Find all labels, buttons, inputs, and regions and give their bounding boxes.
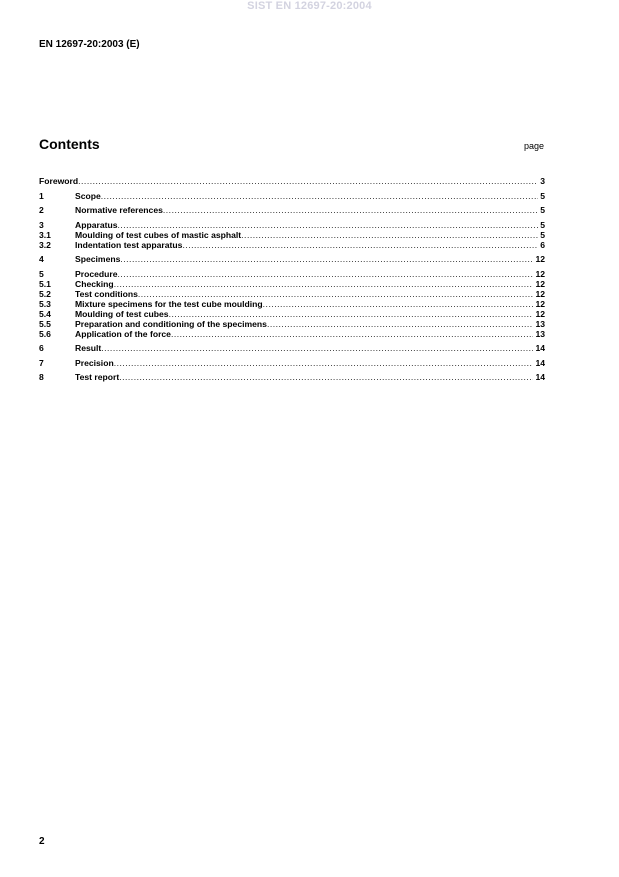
toc-dot-leader: [171, 329, 533, 339]
toc-entry-precision[interactable]: [39, 358, 545, 368]
toc-entry-procedure[interactable]: [39, 269, 545, 279]
toc-entry-page: 12: [535, 298, 545, 309]
toc-dot-leader: [101, 191, 538, 201]
toc-entry-page: 12: [535, 308, 545, 319]
toc-entry-specimens[interactable]: [39, 254, 545, 264]
toc-entry-test-report[interactable]: [39, 372, 545, 382]
toc-entry-title: Checking: [75, 278, 114, 289]
toc-entry-title: Foreword: [39, 176, 79, 186]
toc-entry-number: 5.4: [39, 308, 51, 319]
toc-entry-number: 5.1: [39, 278, 51, 289]
document-id: EN 12697-20:2003 (E): [39, 39, 140, 50]
toc-dot-leader: [78, 176, 538, 186]
table-of-contents: [39, 176, 545, 382]
toc-entry-test-conditions[interactable]: [39, 289, 545, 299]
toc-entry-title: Moulding of test cubes: [75, 308, 169, 319]
page-number: 2: [39, 836, 45, 847]
toc-entry-page: 5: [540, 229, 545, 240]
toc-entry-title: Application of the force: [75, 328, 171, 339]
toc-entry-page: 12: [535, 278, 545, 289]
toc-entry-number: 4: [39, 254, 44, 264]
toc-entry-page: 12: [535, 268, 545, 279]
toc-entry-title: Test report: [75, 372, 120, 382]
contents-title: Contents: [39, 136, 100, 152]
toc-dot-leader: [263, 299, 534, 309]
toc-entry-number: 3.1: [39, 229, 51, 240]
toc-entry-number: 2: [39, 205, 44, 215]
toc-entry-title: Specimens: [75, 254, 121, 264]
toc-entry-title: Result: [75, 343, 102, 353]
toc-entry-title: Scope: [75, 190, 101, 201]
toc-entry-page: 5: [540, 190, 545, 201]
toc-entry-title: Preparation and conditioning of the specimens: [75, 318, 267, 329]
toc-entry-number: 3: [39, 219, 44, 230]
toc-entry-title: Moulding of test cubes of mastic asphalt: [75, 229, 242, 240]
toc-entry-number: 5.6: [39, 328, 51, 339]
toc-entry-title: Indentation test apparatus: [75, 239, 183, 250]
toc-dot-leader: [169, 309, 534, 319]
toc-entry-moulding-test-cubes[interactable]: [39, 309, 545, 319]
toc-entry-number: 8: [39, 372, 44, 382]
toc-entry-page: 5: [540, 205, 545, 215]
toc-entry-indentation-test-apparatus[interactable]: [39, 240, 545, 250]
toc-entry-foreword[interactable]: [39, 176, 545, 186]
page-column-label: page: [523, 141, 544, 151]
toc-entry-page: 12: [535, 254, 545, 264]
toc-entry-scope[interactable]: [39, 191, 545, 201]
toc-entry-number: 7: [39, 357, 44, 368]
toc-entry-number: 1: [39, 190, 44, 201]
toc-dot-leader: [118, 269, 534, 279]
toc-entry-number: 5.3: [39, 298, 51, 309]
toc-entry-number: 6: [39, 343, 44, 353]
toc-dot-leader: [101, 343, 533, 353]
toc-dot-leader: [138, 289, 534, 299]
toc-entry-moulding-test-cubes-mastic-asphalt[interactable]: [39, 230, 545, 240]
toc-entry-page: 5: [540, 219, 545, 230]
toc-entry-normative-references[interactable]: [39, 205, 545, 215]
toc-dot-leader: [163, 205, 538, 215]
toc-entry-checking[interactable]: [39, 279, 545, 289]
toc-dot-leader: [241, 230, 538, 240]
toc-entry-page: 12: [535, 288, 545, 299]
toc-dot-leader: [120, 254, 533, 264]
toc-entry-apparatus[interactable]: [39, 220, 545, 230]
toc-dot-leader: [114, 358, 534, 368]
toc-entry-title: Precision: [75, 357, 114, 368]
toc-entry-number: 5.5: [39, 318, 51, 329]
toc-entry-title: Apparatus: [75, 219, 118, 230]
toc-dot-leader: [118, 220, 539, 230]
toc-entry-page: 6: [540, 239, 545, 250]
toc-entry-title: Mixture specimens for the test cube moulding: [75, 298, 263, 309]
toc-entry-application-of-force[interactable]: [39, 329, 545, 339]
toc-dot-leader: [119, 372, 533, 382]
toc-entry-number: 5.2: [39, 288, 51, 299]
toc-dot-leader: [267, 319, 533, 329]
toc-dot-leader: [182, 240, 538, 250]
toc-dot-leader: [114, 279, 534, 289]
toc-entry-title: Normative references: [75, 205, 163, 215]
toc-entry-number: 5: [39, 268, 44, 279]
toc-entry-page: 13: [535, 318, 545, 329]
toc-entry-preparation-conditioning[interactable]: [39, 319, 545, 329]
toc-entry-page: 14: [535, 343, 545, 353]
watermark: SIST EN 12697-20:2004: [247, 0, 372, 12]
toc-entry-mixture-specimens[interactable]: [39, 299, 545, 309]
toc-entry-page: 14: [535, 357, 545, 368]
toc-entry-page: 13: [535, 328, 545, 339]
toc-entry-title: Test conditions: [75, 288, 138, 299]
toc-entry-number: 3.2: [39, 239, 51, 250]
toc-entry-page: 3: [540, 176, 545, 186]
toc-entry-result[interactable]: [39, 343, 545, 353]
toc-entry-page: 14: [535, 372, 545, 382]
toc-entry-title: Procedure: [75, 268, 118, 279]
